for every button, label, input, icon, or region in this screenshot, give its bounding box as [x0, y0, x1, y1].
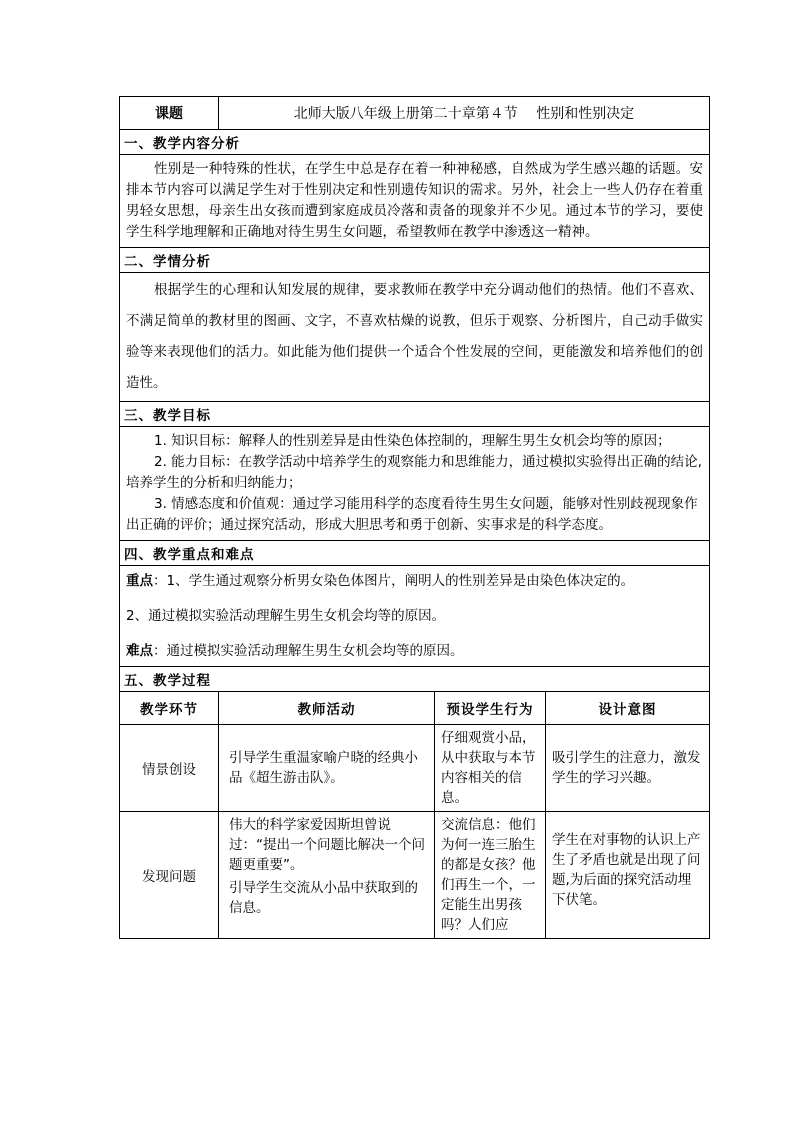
student-behavior: 交流信息：他们为何一连三胎生的都是女孩？他们再生一个，一定能生出男孩吗？人们应 [441, 817, 536, 933]
key-point-line-2: 2、通过模拟实验活动理解生男生女机会均等的原因。 [126, 608, 446, 624]
content-analysis-text: 性别是一种特殊的性状，在学生中总是存在着一种神秘感，自然成为学生感兴趣的话题。安排本节内容可以满足学生对于性别决定和性别遗传知识的需求。另外，社会上一些人仍存在着重男轻女思想，母亲生出女孩而遭到家庭成员冷落和责备的现象并不少见。通过本节的学习，要使学生科学地理解和正确地对待生男生女问题，希望教师在教学中渗透这一精神。 [126, 161, 703, 240]
teacher-activity: 引导学生重温家喻户晓的经典小品《超生游击队》。 [229, 750, 418, 786]
stage-cell: 发现问题 [120, 812, 219, 939]
design-intent: 吸引学生的注意力，激发学生的学习兴趣。 [552, 750, 701, 786]
key-label: 重点 [126, 573, 153, 589]
key-points-body [120, 565, 709, 666]
teaching-process-table [120, 691, 709, 938]
lesson-plan-table [119, 96, 710, 939]
table-row [120, 812, 709, 939]
title-label: 课题 [120, 97, 219, 129]
column-header: 教师活动 [219, 692, 435, 725]
difficulty-line [126, 640, 703, 662]
difficulty-text: ：通过模拟实验活动理解生男生女机会均等的原因。 [153, 643, 464, 659]
stage-cell: 情景创设 [120, 725, 219, 812]
table-row [120, 725, 709, 812]
content-analysis-body [120, 154, 709, 247]
learner-analysis-body [120, 272, 709, 401]
section-heading-content-analysis: 一、教学内容分析 [120, 129, 709, 154]
section-heading-teaching-process: 五、教学过程 [120, 666, 709, 691]
section-heading-teaching-goals: 三、教学目标 [120, 401, 709, 426]
section-heading-learner-analysis: 二、学情分析 [120, 247, 709, 272]
teaching-goals-body [120, 426, 709, 540]
design-intent: 学生在对事物的认识上产生了矛盾也就是出现了问题,为后面的探究活动埋下伏笔。 [552, 832, 701, 908]
title-row [120, 97, 709, 129]
key-text: ：1、学生通过观察分析男女染色体图片，阐明人的性别差异是由染色体决定的。 [153, 573, 635, 589]
column-header: 预设学生行为 [435, 692, 546, 725]
student-behavior: 仔细观赏小品，从中获取与本节内容相关的信息。 [441, 730, 536, 806]
teacher-activity: 伟大的科学家爱因斯坦曾说过：“提出一个问题比解决一个问题更重要”。 [229, 817, 425, 873]
key-point-line [126, 570, 703, 592]
learner-analysis-text: 根据学生的心理和认知发展的规律，要求教师在教学中充分调动他们的热情。他们不喜欢、不满足简单的教材里的图画、文字，不喜欢枯燥的说教，但乐于观察、分析图片，自己动手做实验等来表现他们的活力。如此能为他们提供一个适合个性发展的空间，更能激发和培养他们的创造性。 [126, 282, 703, 391]
column-header: 设计意图 [546, 692, 710, 725]
lesson-title: 北师大版八年级上册第二十章第４节 性别和性别决定 [293, 106, 635, 122]
goal-ability: 2. 能力目标：在教学活动中培养学生的观察能力和思维能力，通过模拟实验得出正确的结论,培养学生的分析和归纳能力； [126, 454, 702, 491]
column-header: 教学环节 [120, 692, 219, 725]
goal-attitude: 3. 情感态度和价值观：通过学习能用科学的态度看待生男生女问题，能够对性别歧视现象作出正确的评价；通过探究活动，形成大胆思考和勇于创新、实事求是的科学态度。 [126, 496, 698, 533]
difficulty-label: 难点 [126, 643, 153, 659]
teacher-activity-2: 引导学生交流从小品中获取到的信息。 [229, 880, 418, 916]
goal-knowledge: 1. 知识目标：解释人的性别差异是由性染色体控制的，理解生男生女机会均等的原因； [154, 433, 671, 449]
table-header-row [120, 692, 709, 725]
process-table-wrap [120, 691, 709, 938]
section-heading-key-points: 四、教学重点和难点 [120, 540, 709, 565]
